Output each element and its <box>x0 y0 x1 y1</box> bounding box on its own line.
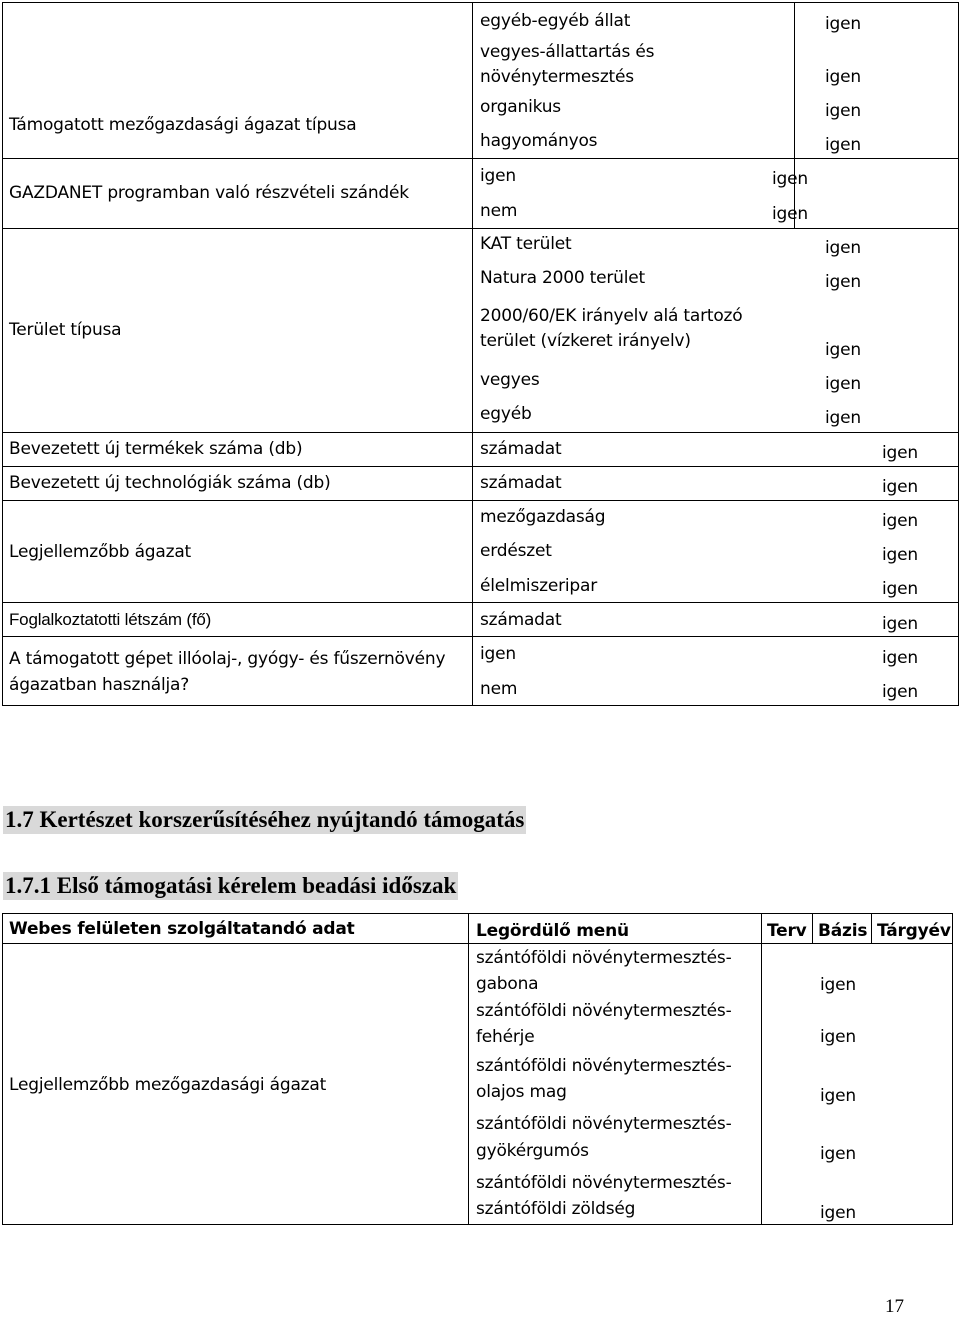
row-label-gazdanet: GAZDANET programban való részvételi szándék <box>9 183 409 203</box>
section-heading-1-7: 1.7 Kertészet korszerűsítéséhez nyújtandó támogatás <box>5 807 525 832</box>
mark-igen: igen <box>825 272 861 292</box>
column-header-terv: Terv <box>767 921 807 941</box>
option-kat-terulet: KAT terület <box>480 234 572 254</box>
column-header-targyev: Tárgyév <box>877 921 951 941</box>
mark-igen: igen <box>825 238 861 258</box>
option-mezogazdasag: mezőgazdaság <box>480 507 606 527</box>
option-organikus: organikus <box>480 97 561 117</box>
mark-igen: igen <box>825 340 861 360</box>
mark-igen: igen <box>825 67 861 87</box>
menu-item-feherje: fehérje <box>476 1027 535 1047</box>
section-heading-1-7-1: 1.7.1 Első támogatási kérelem beadási időszak <box>5 873 457 898</box>
menu-item-line1: szántóföldi növénytermesztés- <box>476 948 732 968</box>
page-number: 17 <box>885 1296 904 1317</box>
option-erdeszet: erdészet <box>480 541 552 561</box>
option-iranyelv: 2000/60/EK irányelv alá tartozó <box>480 306 743 326</box>
column-header-legordulo-menu: Legördülő menü <box>476 921 629 941</box>
menu-item-olajos-mag: olajos mag <box>476 1082 567 1102</box>
option-vegyes: vegyes <box>480 370 540 390</box>
mark-igen: igen <box>820 1144 856 1164</box>
option-nem-gep: nem <box>480 679 518 699</box>
option-vizkeret: terület (vízkeret irányelv) <box>480 331 691 351</box>
option-natura-2000: Natura 2000 terület <box>480 268 645 288</box>
mark-igen: igen <box>882 545 918 565</box>
mark-igen: igen <box>825 408 861 428</box>
row-label-agazat-tipusa: Támogatott mezőgazdasági ágazat típusa <box>9 115 357 135</box>
mark-igen: igen <box>772 169 808 189</box>
mark-igen: igen <box>882 682 918 702</box>
row-label-uj-technologiak: Bevezetett új technológiák száma (db) <box>9 473 331 493</box>
option-egyeb: egyéb <box>480 404 532 424</box>
menu-item-gyokergumos: gyökérgumós <box>476 1141 589 1161</box>
menu-item-gabona: gabona <box>476 974 539 994</box>
option-igen: igen <box>480 166 516 186</box>
mark-igen: igen <box>882 614 918 634</box>
row-label-tamogatott-gep-2: ágazatban használja? <box>9 675 190 695</box>
mark-igen: igen <box>882 648 918 668</box>
option-szamadat-2: számadat <box>480 473 562 493</box>
row-label-foglalkoztatotti: Foglalkoztatotti létszám (fő) <box>9 610 212 629</box>
mark-igen: igen <box>825 374 861 394</box>
menu-item-szantofoldi-zoldseg: szántóföldi zöldség <box>476 1199 636 1219</box>
mark-igen: igen <box>820 1203 856 1223</box>
row-label-legjellemzobb-agazat: Legjellemzőbb ágazat <box>9 542 192 562</box>
option-vegyes-allattartas: vegyes-állattartás és <box>480 42 655 62</box>
mark-igen: igen <box>882 443 918 463</box>
column-header-bazis: Bázis <box>818 921 868 941</box>
menu-item-line1: szántóföldi növénytermesztés- <box>476 1114 732 1134</box>
option-egyeb-egyeb-allat: egyéb-egyéb állat <box>480 11 631 31</box>
mark-igen: igen <box>882 511 918 531</box>
row-label-terulet-tipusa: Terület típusa <box>9 320 122 340</box>
mark-igen: igen <box>820 1027 856 1047</box>
row-label-tamogatott-gep: A támogatott gépet illóolaj-, gyógy- és fűszernövény <box>9 649 446 669</box>
option-hagyomanyos: hagyományos <box>480 131 598 151</box>
mark-igen: igen <box>825 135 861 155</box>
row-label-legjellemzobb-mezogazdasagi-agazat: Legjellemzőbb mezőgazdasági ágazat <box>9 1075 327 1095</box>
mark-igen: igen <box>882 477 918 497</box>
option-nem: nem <box>480 201 518 221</box>
column-header-webes-adat: Webes felületen szolgáltatandó adat <box>9 919 355 939</box>
mark-igen: igen <box>820 1086 856 1106</box>
option-szamadat-3: számadat <box>480 610 562 630</box>
option-elelmiszeripar: élelmiszeripar <box>480 576 597 596</box>
menu-item-line1: szántóföldi növénytermesztés- <box>476 1001 732 1021</box>
option-igen-gep: igen <box>480 644 516 664</box>
mark-igen: igen <box>825 101 861 121</box>
mark-igen: igen <box>820 975 856 995</box>
menu-item-line1: szántóföldi növénytermesztés- <box>476 1056 732 1076</box>
option-szamadat-1: számadat <box>480 439 562 459</box>
mark-igen: igen <box>772 204 808 224</box>
option-novenytermesztes: növénytermesztés <box>480 67 634 87</box>
mark-igen: igen <box>825 14 861 34</box>
menu-item-line1: szántóföldi növénytermesztés- <box>476 1173 732 1193</box>
row-label-uj-termekek: Bevezetett új termékek száma (db) <box>9 439 303 459</box>
mark-igen: igen <box>882 579 918 599</box>
